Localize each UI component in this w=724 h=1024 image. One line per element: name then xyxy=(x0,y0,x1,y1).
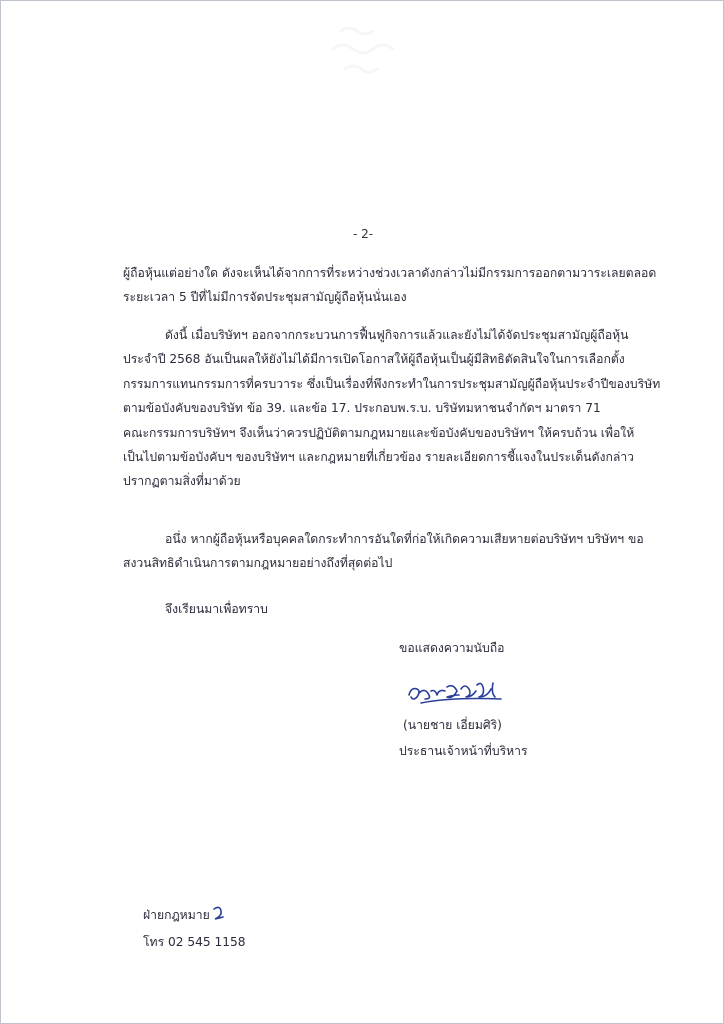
handwritten-initial xyxy=(211,905,225,921)
signer-name: (นายชาย เอี่ยมศิริ) xyxy=(403,718,502,732)
paragraph-line: ระยะเวลา 5 ปีที่ไม่มีการจัดประชุมสามัญผู้ถือหุ้นนั่นเอง xyxy=(123,290,407,305)
footer-phone: โทร 02 545 1158 xyxy=(143,935,246,949)
paragraph-4 xyxy=(165,597,268,621)
paragraph-line: ปรากฏตามสิ่งที่มาด้วย xyxy=(123,474,241,489)
closing-regards: ขอแสดงความนับถือ xyxy=(399,641,505,655)
paragraph-line: อนึ่ง หากผู้ถือหุ้นหรือบุคคลใดกระทำการอันใดที่ก่อให้เกิดความเสียหายต่อบริษัทฯ บริษัทฯ ขอ xyxy=(165,532,644,546)
paragraph-line: ดังนี้ เมื่อบริษัทฯ ออกจากกระบวนการฟื้นฟูกิจการแล้วและยังไม่ได้จัดประชุมสามัญผู้ถือหุ้น xyxy=(165,328,629,342)
page-number: - 2- xyxy=(352,227,374,241)
paragraph-1 xyxy=(123,261,656,310)
paragraph-line: ผู้ถือหุ้นแต่อย่างใด ดังจะเห็นได้จากการที่ระหว่างช่วงเวลาดังกล่าวไม่มีกรรมการออกตามวาระเลยตลอด xyxy=(123,266,657,280)
signer-position: ประธานเจ้าหน้าที่บริหาร xyxy=(399,744,528,758)
paragraph-line: สงวนสิทธิดำเนินการตามกฎหมายอย่างถึงที่สุดต่อไป xyxy=(123,556,393,571)
department-label: ฝ่ายกฎหมาย xyxy=(143,908,210,922)
paragraph-line: เป็นไปตามข้อบังคับฯ ของบริษัทฯ และกฎหมายที่เกี่ยวข้อง รายละเอียดการชี้แจงในประเด็นดังกล่าว xyxy=(123,450,635,465)
paragraph-line: จึงเรียนมาเพื่อทราบ xyxy=(165,602,268,616)
faded-letterhead-mark xyxy=(321,19,411,89)
handwritten-signature xyxy=(401,673,521,713)
paragraph-2 xyxy=(123,323,660,494)
paragraph-line: ตามข้อบังคับของบริษัท ข้อ 39. และข้อ 17. ประกอบพ.ร.บ. บริษัทมหาชนจำกัดฯ มาตรา 71 xyxy=(123,401,601,416)
paragraph-line: ประจำปี 2568 อันเป็นผลให้ยังไม่ได้มีการเปิดโอกาสให้ผู้ถือหุ้นเป็นผู้มีสิทธิตัดสินใจในการเลือกตั้ง xyxy=(123,352,625,367)
paragraph-3 xyxy=(123,527,644,576)
paragraph-line: กรรมการแทนกรรมการที่ครบวาระ ซึ่งเป็นเรื่องที่พึงกระทำในการประชุมสามัญผู้ถือหุ้นประจำปีของบริษัท xyxy=(123,376,661,391)
paragraph-line: คณะกรรมการบริษัทฯ จึงเห็นว่าควรปฏิบัติตามกฎหมายและข้อบังคับของบริษัทฯ ให้ครบถ้วน เพื่อให้ xyxy=(123,425,635,440)
footer-department xyxy=(143,906,210,925)
